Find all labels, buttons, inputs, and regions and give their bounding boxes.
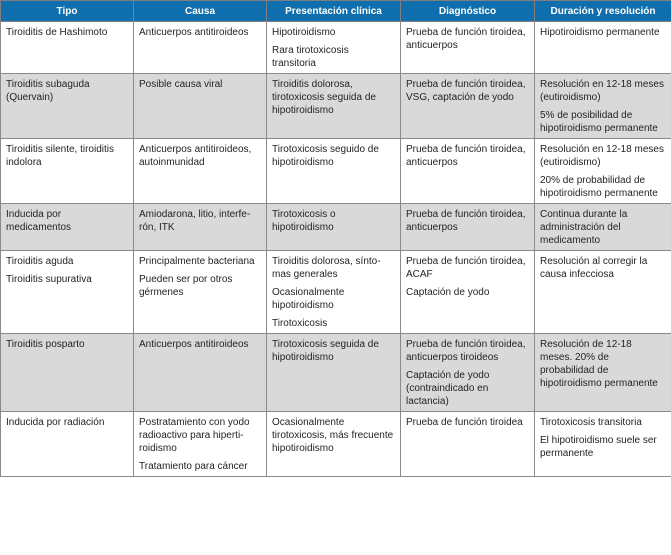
cell-presentacion bbox=[267, 204, 401, 251]
cell-text: Prueba de función tiroidea, anticuerpos bbox=[406, 209, 526, 233]
cell-text: Prueba de función tiroidea, anticuerpos tiroideos bbox=[406, 339, 526, 363]
table-row bbox=[1, 22, 671, 74]
cell-causa bbox=[134, 139, 267, 204]
cell-text: Tiroiditis dolorosa, tirotoxicosis seguida de hipotiroidismo bbox=[272, 79, 376, 116]
table-row bbox=[1, 139, 671, 204]
header-row bbox=[1, 1, 671, 22]
cell-duracion bbox=[535, 334, 671, 412]
cell-presentacion bbox=[267, 74, 401, 139]
cell-duracion bbox=[535, 22, 671, 74]
cell-text: Anticuerpos antitiroideos bbox=[139, 339, 249, 350]
cell-diagnostico bbox=[401, 204, 535, 251]
cell-diagnostico bbox=[401, 412, 535, 477]
cell-text: Tiroiditis subaguda (Quervain) bbox=[6, 79, 90, 103]
header-causa: Causa bbox=[134, 1, 267, 22]
cell-duracion bbox=[535, 74, 671, 139]
cell-text: Amiodarona, litio, interfe-rón, ITK bbox=[139, 209, 251, 233]
header-diagnostico: Diagnóstico bbox=[401, 1, 535, 22]
cell-text: Hipotiroidismo permanente bbox=[540, 27, 660, 38]
cell-causa bbox=[134, 251, 267, 334]
cell-presentacion bbox=[267, 412, 401, 477]
cell-text: Postratamiento con yodo radioactivo para hiperti-roidismo bbox=[139, 417, 250, 454]
cell-text: Tiroiditis dolorosa, sínto-mas generales bbox=[272, 256, 381, 280]
cell-text: Tiroiditis aguda bbox=[6, 256, 74, 267]
cell-tipo bbox=[1, 412, 134, 477]
cell-text: Inducida por radiación bbox=[6, 417, 105, 428]
cell-diagnostico bbox=[401, 22, 535, 74]
cell-text: Resolución de 12-18 meses. 20% de probabilidad de hipotiroidismo permanente bbox=[540, 339, 658, 389]
cell-text: Principalmente bacteriana bbox=[139, 256, 255, 267]
cell-text: Tiroiditis supurativa bbox=[6, 274, 92, 285]
cell-causa bbox=[134, 334, 267, 412]
cell-text: Prueba de función tiroidea, anticuerpos bbox=[406, 144, 526, 168]
cell-text: Prueba de función tiroidea, ACAF bbox=[406, 256, 526, 280]
cell-text: Captación de yodo bbox=[406, 287, 490, 298]
cell-text: Tirotoxicosis o hipotiroidismo bbox=[272, 209, 336, 233]
cell-text: Ocasionalmente hipotiroidismo bbox=[272, 287, 345, 311]
cell-text: Tiroiditis de Hashimoto bbox=[6, 27, 108, 38]
cell-text: Hipotiroidismo bbox=[272, 27, 336, 38]
cell-text: Captación de yodo (contraindicado en lactancia) bbox=[406, 370, 490, 407]
table-row bbox=[1, 74, 671, 139]
cell-causa bbox=[134, 204, 267, 251]
cell-tipo bbox=[1, 22, 134, 74]
cell-duracion bbox=[535, 412, 671, 477]
cell-presentacion bbox=[267, 334, 401, 412]
cell-text: Anticuerpos antitiroideos bbox=[139, 27, 249, 38]
cell-diagnostico bbox=[401, 334, 535, 412]
cell-text: Prueba de función tiroidea, VSG, captación de yodo bbox=[406, 79, 526, 103]
cell-text: Tirotoxicosis transitoria bbox=[540, 417, 642, 428]
cell-text: Ocasionalmente tirotoxicosis, más frecuente hipotiroidismo bbox=[272, 417, 394, 454]
cell-text: El hipotiroidismo suele ser permanente bbox=[540, 435, 657, 459]
table-row bbox=[1, 412, 671, 477]
cell-text: Tiroiditis silente, tiroiditis indolora bbox=[6, 144, 114, 168]
cell-duracion bbox=[535, 204, 671, 251]
cell-text: 5% de posibilidad de hipotiroidismo permanente bbox=[540, 110, 658, 134]
table-row bbox=[1, 334, 671, 412]
cell-text: Tirotoxicosis seguido de hipotiroidismo bbox=[272, 144, 379, 168]
cell-text: Resolución en 12-18 meses (eutiroidismo) bbox=[540, 144, 664, 168]
table-row bbox=[1, 251, 671, 334]
cell-tipo bbox=[1, 204, 134, 251]
cell-duracion bbox=[535, 251, 671, 334]
cell-text: Continua durante la administración del medicamento bbox=[540, 209, 628, 246]
cell-causa bbox=[134, 412, 267, 477]
cell-tipo bbox=[1, 74, 134, 139]
cell-diagnostico bbox=[401, 139, 535, 204]
cell-text: 20% de probabilidad de hipotiroidismo permanente bbox=[540, 175, 658, 199]
cell-text: Resolución al corregir la causa infecciosa bbox=[540, 256, 648, 280]
cell-duracion bbox=[535, 139, 671, 204]
cell-diagnostico bbox=[401, 74, 535, 139]
header-duracion: Duración y resolución bbox=[535, 1, 671, 22]
table-row bbox=[1, 204, 671, 251]
cell-text: Tratamiento para cáncer bbox=[139, 461, 248, 472]
cell-text: Prueba de función tiroidea, anticuerpos bbox=[406, 27, 526, 51]
cell-presentacion bbox=[267, 139, 401, 204]
cell-tipo bbox=[1, 334, 134, 412]
cell-diagnostico bbox=[401, 251, 535, 334]
cell-text: Tirotoxicosis seguida de hipotiroidismo bbox=[272, 339, 379, 363]
cell-text: Inducida por medicamentos bbox=[6, 209, 72, 233]
cell-tipo bbox=[1, 251, 134, 334]
cell-presentacion bbox=[267, 251, 401, 334]
table-body bbox=[1, 22, 671, 477]
cell-text: Rara tirotoxicosis transitoria bbox=[272, 45, 349, 69]
cell-causa bbox=[134, 74, 267, 139]
header-tipo: Tipo bbox=[1, 1, 134, 22]
cell-presentacion bbox=[267, 22, 401, 74]
cell-text: Resolución en 12-18 meses (eutiroidismo) bbox=[540, 79, 664, 103]
cell-text: Posible causa viral bbox=[139, 79, 223, 90]
cell-causa bbox=[134, 22, 267, 74]
cell-tipo bbox=[1, 139, 134, 204]
cell-text: Tirotoxicosis bbox=[272, 318, 328, 329]
cell-text: Anticuerpos antitiroideos, autoinmunidad bbox=[139, 144, 252, 168]
header-presentacion: Presentación clínica bbox=[267, 1, 401, 22]
cell-text: Prueba de función tiroidea bbox=[406, 417, 523, 428]
cell-text: Tiroiditis posparto bbox=[6, 339, 85, 350]
cell-text: Pueden ser por otros gérmenes bbox=[139, 274, 233, 298]
